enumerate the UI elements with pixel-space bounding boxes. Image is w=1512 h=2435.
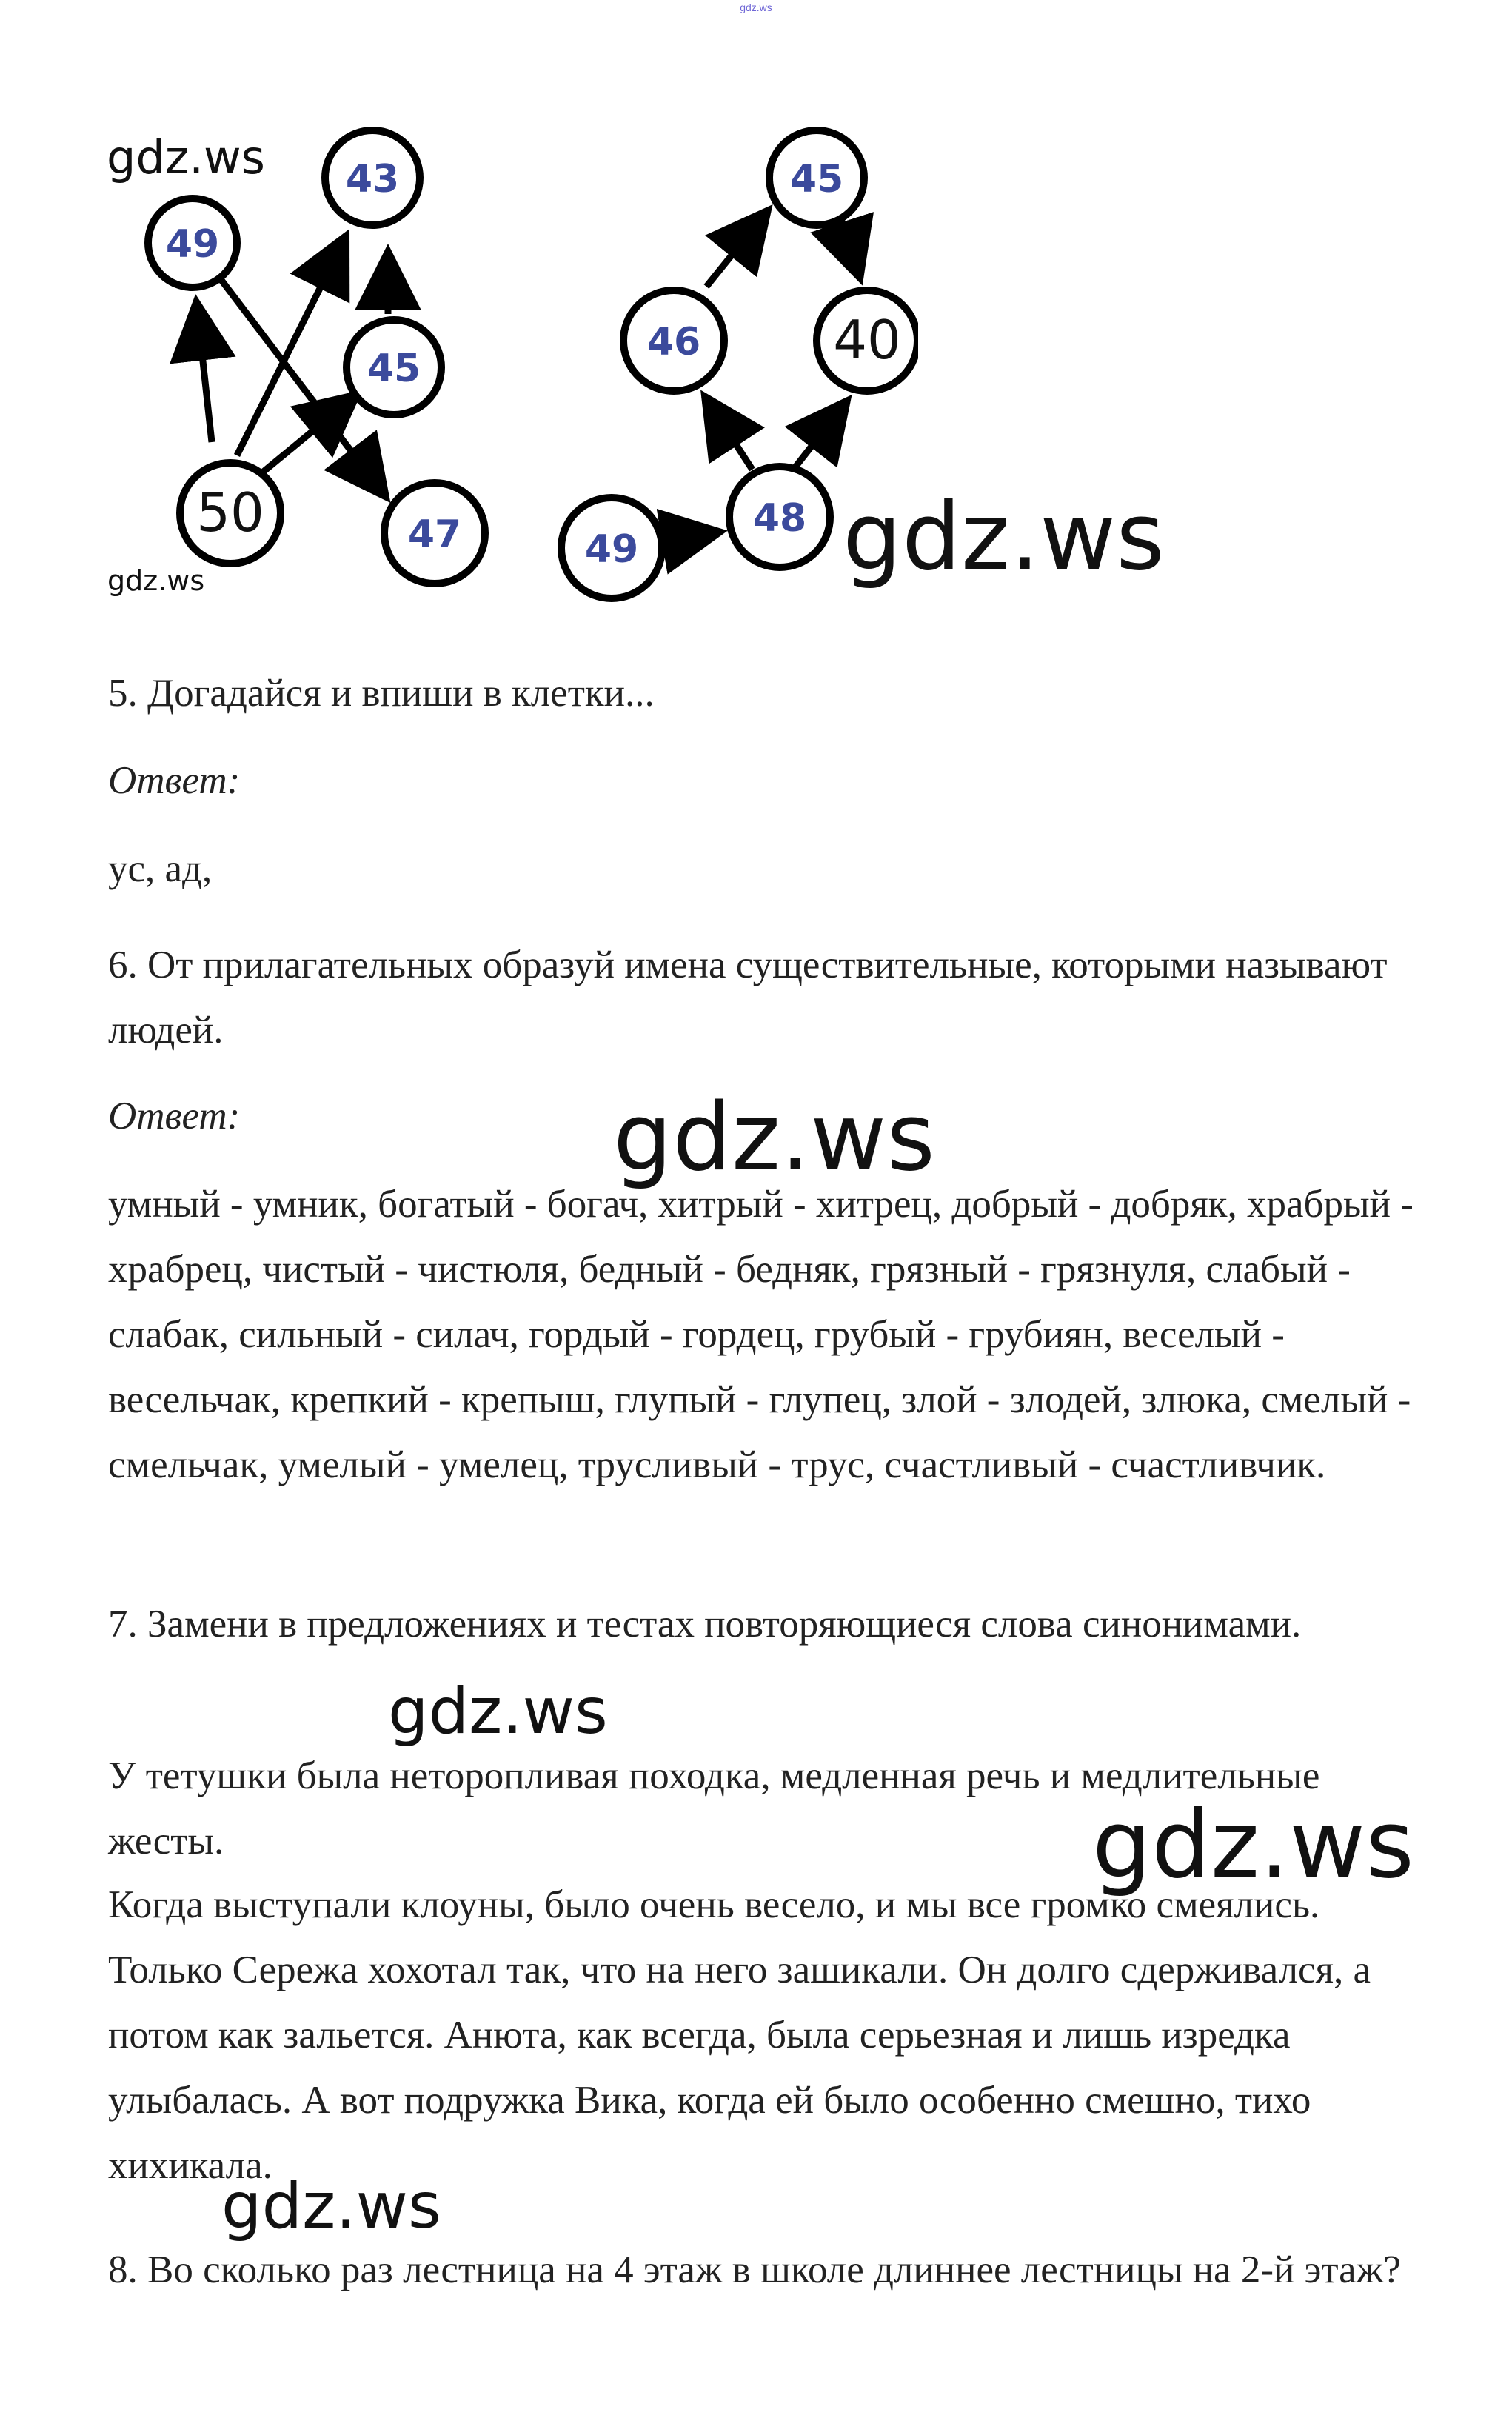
node-49-left <box>148 198 237 287</box>
node-48-right <box>729 467 830 567</box>
svg-text:46: 46 <box>646 320 701 364</box>
svg-text:48: 48 <box>752 496 807 541</box>
node-45-right <box>769 130 864 225</box>
header-watermark: gdz.ws <box>740 1 772 13</box>
watermark: gdz.ws <box>613 1083 935 1192</box>
edge-48-to-46 <box>704 395 752 470</box>
watermark: gdz.ws <box>221 2169 441 2243</box>
task-7-text-2: Когда выступали клоуны, было очень весело, и мы все громко смеялись. Только Сережа хохотал так, что на него зашикали. Он долго сдерживался, а потом как зальется. Анюта, как всегда, была серьезная и лишь изредка улыбалась. А вот подружка Вика, когда ей было особенно смешно, тихо хихикала. <box>108 1883 1371 2187</box>
node-50-left <box>180 463 281 564</box>
task-5-answer: ус, ад, <box>108 847 213 890</box>
node-46-right <box>623 290 724 391</box>
svg-text:45: 45 <box>367 347 421 391</box>
edge-48-to-40 <box>795 400 848 468</box>
task-7-question: 7. Замени в предложениях и тестах повторяющиеся слова синонимами. <box>108 1603 1302 1646</box>
task-5-answer-label: Ответ: <box>108 759 241 802</box>
watermark: gdz.ws <box>843 482 1165 591</box>
watermark: gdz.ws <box>388 1674 608 1748</box>
node-45-left <box>347 320 441 415</box>
edge-49-to-48 <box>663 532 721 541</box>
svg-text:49: 49 <box>165 222 220 267</box>
task-6-answer: умный - умник, богатый - богач, хитрый - хитрец, добрый - добряк, храбрый - храбрец, чистый - чистюля, бедный - бедняк, грязный - грязнуля, слабый - слабак, сильный - силач, гордый - гордец, грубый - грубиян, веселый - весельчак, крепкий - крепыш, глупый - глупец, злой - злодей, злюка, смелый - смельчак, умелый - умелец, трусливый - трус, счастливый - счастливчик. <box>108 1183 1414 1486</box>
edge-50-to-49 <box>196 301 212 442</box>
watermark: gdz.ws <box>107 130 265 184</box>
svg-text:47: 47 <box>407 512 462 557</box>
number-graph-diagram <box>104 118 918 607</box>
node-49-right <box>561 498 662 598</box>
task-5-question: 5. Догадайся и впиши в клетки... <box>108 672 655 715</box>
edge-46-to-45 <box>706 210 769 287</box>
watermark: gdz.ws <box>1092 1790 1414 1899</box>
svg-text:43: 43 <box>345 157 400 201</box>
node-40-right <box>817 290 917 391</box>
watermark: gdz.ws <box>107 564 205 597</box>
node-47-left <box>384 483 485 584</box>
svg-text:45: 45 <box>789 157 844 201</box>
svg-text:49: 49 <box>584 527 639 572</box>
svg-text:40: 40 <box>833 309 901 371</box>
task-6-answer-label: Ответ: <box>108 1095 241 1138</box>
svg-text:50: 50 <box>196 481 264 544</box>
edge-45-to-40 <box>839 213 860 279</box>
task-7-text-1: У тетушки была неторопливая походка, медленная речь и медлительные жесты. <box>108 1754 1320 1863</box>
task-8-question: 8. Во сколько раз лестница на 4 этаж в школе длиннее лестницы на 2-й этаж? <box>108 2248 1401 2291</box>
task-6-question: 6. От прилагательных образуй имена существительные, которыми называют людей. <box>108 943 1388 1052</box>
node-43-left <box>325 130 420 225</box>
